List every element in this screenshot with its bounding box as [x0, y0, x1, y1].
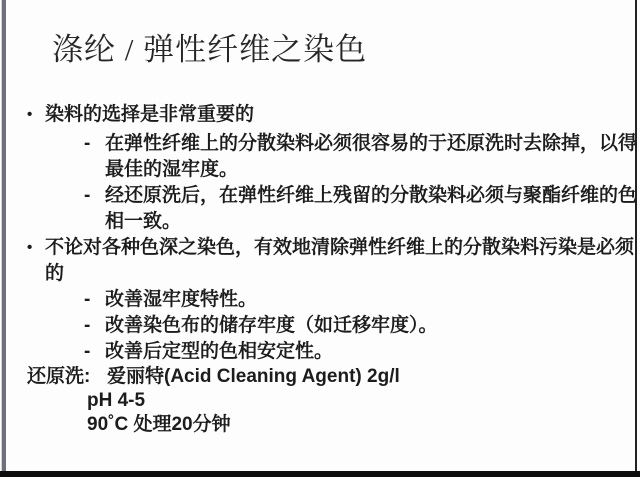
bullet-text: 染料的选择是非常重要的 — [45, 104, 255, 125]
bullet-item — [0, 235, 635, 261]
bullet-text: 不论对各种色深之染色，有效地清除弹性纤维上的分散染料污染是必须 — [45, 237, 635, 258]
reduction-wash-temperature: 90˚C 处理20分钟 — [87, 414, 231, 435]
sub-bullet-text: 在弹性纤维上的分散染料必须很容易的于还原洗时去除掉，以得 — [105, 133, 638, 154]
reduction-wash-agent: 爱丽特(Acid Cleaning Agent) 2g/l — [107, 366, 400, 387]
sub-bullet-text: 经还原洗后，在弹性纤维上残留的分散染料必须与聚酯纤维的色 — [105, 185, 638, 206]
page-title: 涤纶 / 弹性纤维之染色 — [52, 32, 368, 67]
bullet-text: 的 — [45, 263, 65, 284]
bottom-bar — [0, 471, 640, 477]
sub-bullet-item — [0, 339, 632, 365]
sub-bullet-text: 改善后定型的色相安定性。 — [105, 341, 334, 362]
reduction-wash-temp-line — [0, 413, 632, 437]
reduction-wash-line — [0, 365, 632, 389]
bullet-item — [0, 102, 632, 128]
dash-marker-icon: - — [84, 315, 91, 336]
dash-marker-icon: - — [84, 341, 91, 362]
bullet-marker-icon: • — [27, 106, 33, 123]
sub-bullet-text: 相一致。 — [105, 211, 182, 232]
sub-bullet-text: 改善湿牢度特性。 — [105, 289, 258, 310]
sub-bullet-item — [0, 131, 638, 157]
bullet-continuation — [0, 261, 632, 287]
dash-marker-icon: - — [84, 289, 91, 310]
sub-bullet-item — [0, 183, 638, 209]
right-border — [635, 0, 637, 471]
sub-bullet-continuation — [0, 209, 632, 235]
reduction-wash-label: 还原洗: — [27, 366, 91, 387]
sub-bullet-text: 改善染色布的储存牢度（如迁移牢度）。 — [105, 315, 438, 336]
slide-body — [0, 102, 638, 437]
dash-marker-icon: - — [84, 133, 91, 154]
dash-marker-icon: - — [84, 185, 91, 206]
reduction-wash-ph-line — [0, 389, 632, 413]
reduction-wash-ph: pH 4-5 — [87, 390, 146, 411]
sub-bullet-item — [0, 313, 632, 339]
sub-bullet-item — [0, 287, 632, 313]
sub-bullet-continuation — [0, 157, 632, 183]
sub-bullet-text: 最佳的湿牢度。 — [105, 159, 239, 180]
bullet-marker-icon: • — [27, 239, 33, 256]
